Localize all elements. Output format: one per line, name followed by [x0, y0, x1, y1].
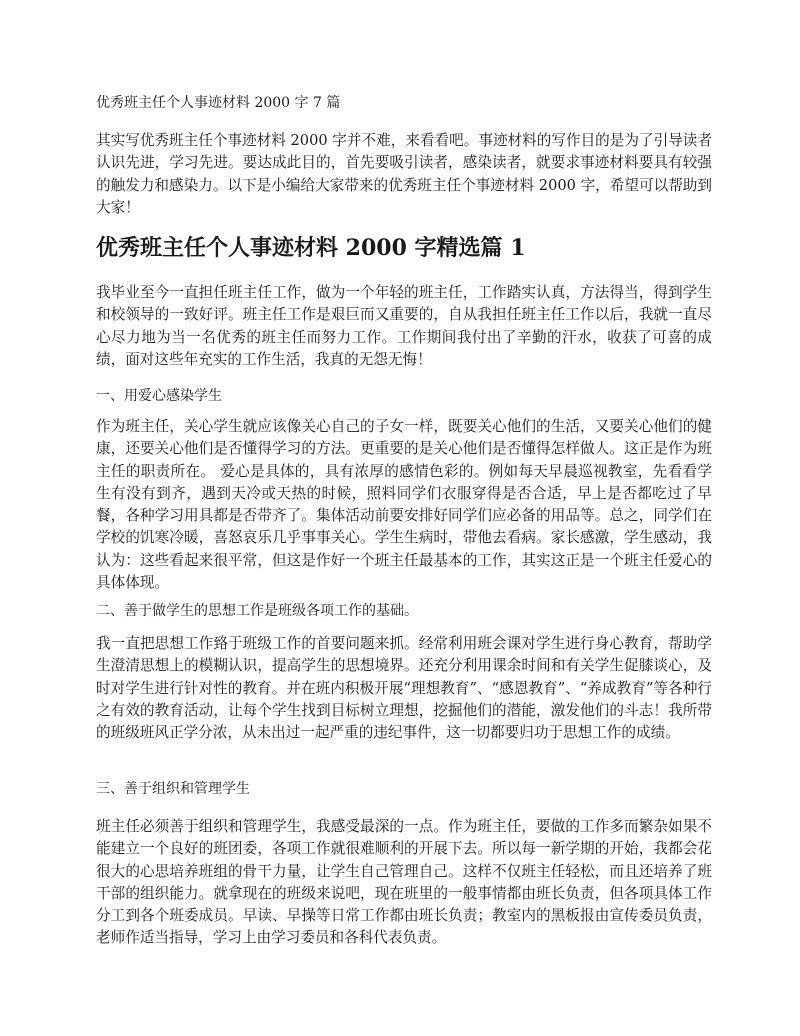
document-title: 优秀班主任个人事迹材料 2000 字 7 篇	[96, 95, 341, 111]
body-paragraph-3: 我一直把思想工作臵于班级工作的首要问题来抓。经常利用班会课对学生进行身心教育，帮助学生澄清思想上的模糊认识，提高学生的思想境界。还充分利用课余时间和有关学生促膝谈心，及时对学生进行针对性的教育。并在班内积极开展“理想教育”、“感恩教育”、“养成教育”等各种行之有效的教育活动，让每个学生找到目标树立理想，挖掘他们的潜能，激发他们的斗志！我所带的班级班风正学分浓，从未出过一起严重的违纪事件，这一切都要归功于思想工作的成绩。	[96, 635, 712, 742]
body-paragraph-2: 作为班主任，关心学生就应该像关心自己的子女一样，既要关心他们的生活，又要关心他们的健康，还要关心他们是否懂得学习的方法。更重要的是关心他们是否懂得怎样做人。这正是作为班主任的职责所在。 爱心是具体的，具有浓厚的感情色彩的。例如每天早晨巡视教室，先看看学生有没有到齐，遇到天冷或天热的时候，照料同学们衣服穿得是否合适，早上是否都吃过了早餐，各种学习用具都是否带齐了。集体活动前要安排好同学们应必备的用品等。总之，同学们在学校的饥寒冷暖，喜怒哀乐几乎事事关心。学生生病时，带他去看病。家长感激，学生感动，我认为：这些看起来很平常，但这是作好一个班主任最基本的工作，其实这正是一个班主任爱心的具体体现。	[96, 418, 712, 592]
body-paragraph-1: 我毕业至今一直担任班主任工作，做为一个年轻的班主任，工作踏实认真，方法得当，得到学生和校领导的一致好评。班主任工作是艰巨而又重要的，自从我担任班主任工作以后，我就一直尽心尽力地为当一名优秀的班主任而努力工作。工作期间我付出了辛勤的汗水，收获了可喜的成绩，面对这些年充实的工作生活，我真的无怨无悔！	[96, 284, 712, 368]
body-paragraph-4: 班主任必须善于组织和管理学生，我感受最深的一点。作为班主任，要做的工作多而繁杂如果不能建立一个良好的班团委，各项工作就很难顺利的开展下去。所以每一新学期的开始，我都会花很大的心思培养班组的骨干力量，让学生自己管理自己。这样不仅班主任轻松，而且还培养了班干部的组织能力。就拿现在的班级来说吧，现在班里的一般事情都由班长负责，但各项具体工作分工到各个班委成员。早读、早操等日常工作都由班长负责；教室内的黑板报由宣传委员负责，老师作适当指导，学习上由学习委员和各科代表负责。	[96, 818, 712, 947]
section-heading-1: 一、用爱心感染学生	[96, 388, 222, 404]
section-heading-3: 三、善于组织和管理学生	[96, 781, 250, 797]
intro-paragraph: 其实写优秀班主任个事迹材料 2000 字并不难，来看看吧。事迹材料的写作目的是为了引导读者认识先进，学习先进。要达成此目的，首先要吸引读者，感染读者，就要求事迹材料要具有较强的触发力和感染力。以下是小编给大家带来的优秀班主任个事迹材料 2000 字，希望可以帮助到大家！	[96, 132, 712, 216]
section-heading-2: 二、善于做学生的思想工作是班级各项工作的基础。	[96, 603, 418, 619]
main-heading: 优秀班主任个人事迹材料 2000 字精选篇 1	[96, 235, 526, 261]
